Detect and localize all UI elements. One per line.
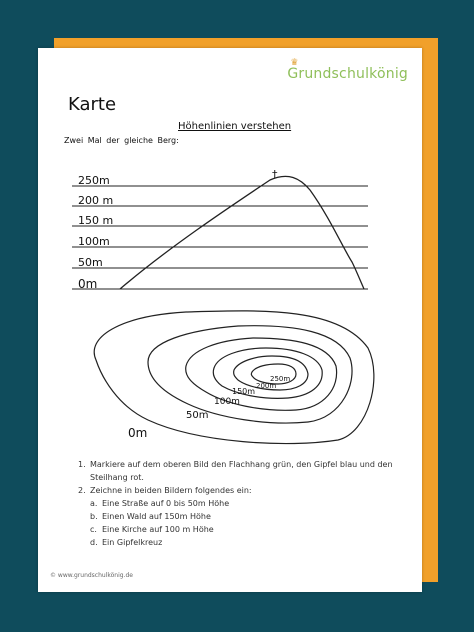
task-number: 2. <box>78 486 86 495</box>
worksheet-page <box>38 48 422 592</box>
subtask-text: Eine Straße auf 0 bis 50m Höhe <box>102 499 230 508</box>
subtask-item <box>78 497 398 510</box>
contour-label-250: 250m <box>270 375 291 383</box>
crown-icon: ♛ <box>290 58 299 68</box>
profile-label-50: 50m <box>78 256 103 269</box>
profile-label-0: 0m <box>78 277 98 291</box>
mountain-profile <box>120 176 364 289</box>
page-subtitle: Höhenlinien verstehen <box>178 121 292 132</box>
subtask-text: Eine Kirche auf 100 m Höhe <box>102 525 214 534</box>
contour-map <box>94 311 374 444</box>
subtask-letter: d. <box>90 538 98 547</box>
profile-label-250: 250m <box>78 174 110 187</box>
summit-cross-icon: † <box>272 168 278 181</box>
profile-label-100: 100m <box>78 235 110 248</box>
mountain-drawings <box>38 48 422 448</box>
page-title: Karte <box>68 94 117 115</box>
contour-50 <box>148 326 352 423</box>
task-text: Markiere auf dem oberen Bild den Flachhang grün, den Gipfel blau und den Steilhang rot. <box>90 460 393 482</box>
footer-copyright[interactable]: © www.grundschulkönig.de <box>50 572 133 579</box>
subtask-text: Ein Gipfelkreuz <box>102 538 163 547</box>
contour-label-200: 200m <box>256 382 277 390</box>
subtask-letter: a. <box>90 499 98 508</box>
subtask-letter: c. <box>90 525 97 534</box>
profile-label-200: 200 m <box>78 194 114 207</box>
profile-lines <box>72 186 368 289</box>
contour-100 <box>186 338 337 410</box>
contour-label-150: 150m <box>232 387 256 396</box>
contour-label-100: 100m <box>214 397 240 407</box>
contour-label-50: 50m <box>186 410 209 421</box>
task-number: 1. <box>78 460 86 469</box>
contour-label-0: 0m <box>128 426 148 440</box>
task-text: Zeichne in beiden Bildern folgendes ein: <box>90 486 252 495</box>
contour-0 <box>94 311 374 444</box>
brand-name: Grundschulkönig <box>287 66 408 82</box>
subtask-item <box>78 510 398 523</box>
profile-label-150: 150 m <box>78 214 114 227</box>
task-list <box>78 458 398 549</box>
subtask-item <box>78 523 398 536</box>
subtask-text: Einen Wald auf 150m Höhe <box>102 512 211 521</box>
subtask-item <box>78 536 398 549</box>
task-item <box>78 458 398 484</box>
task-item <box>78 484 398 497</box>
intro-text: Zwei Mal der gleiche Berg: <box>64 136 179 145</box>
subtask-letter: b. <box>90 512 98 521</box>
